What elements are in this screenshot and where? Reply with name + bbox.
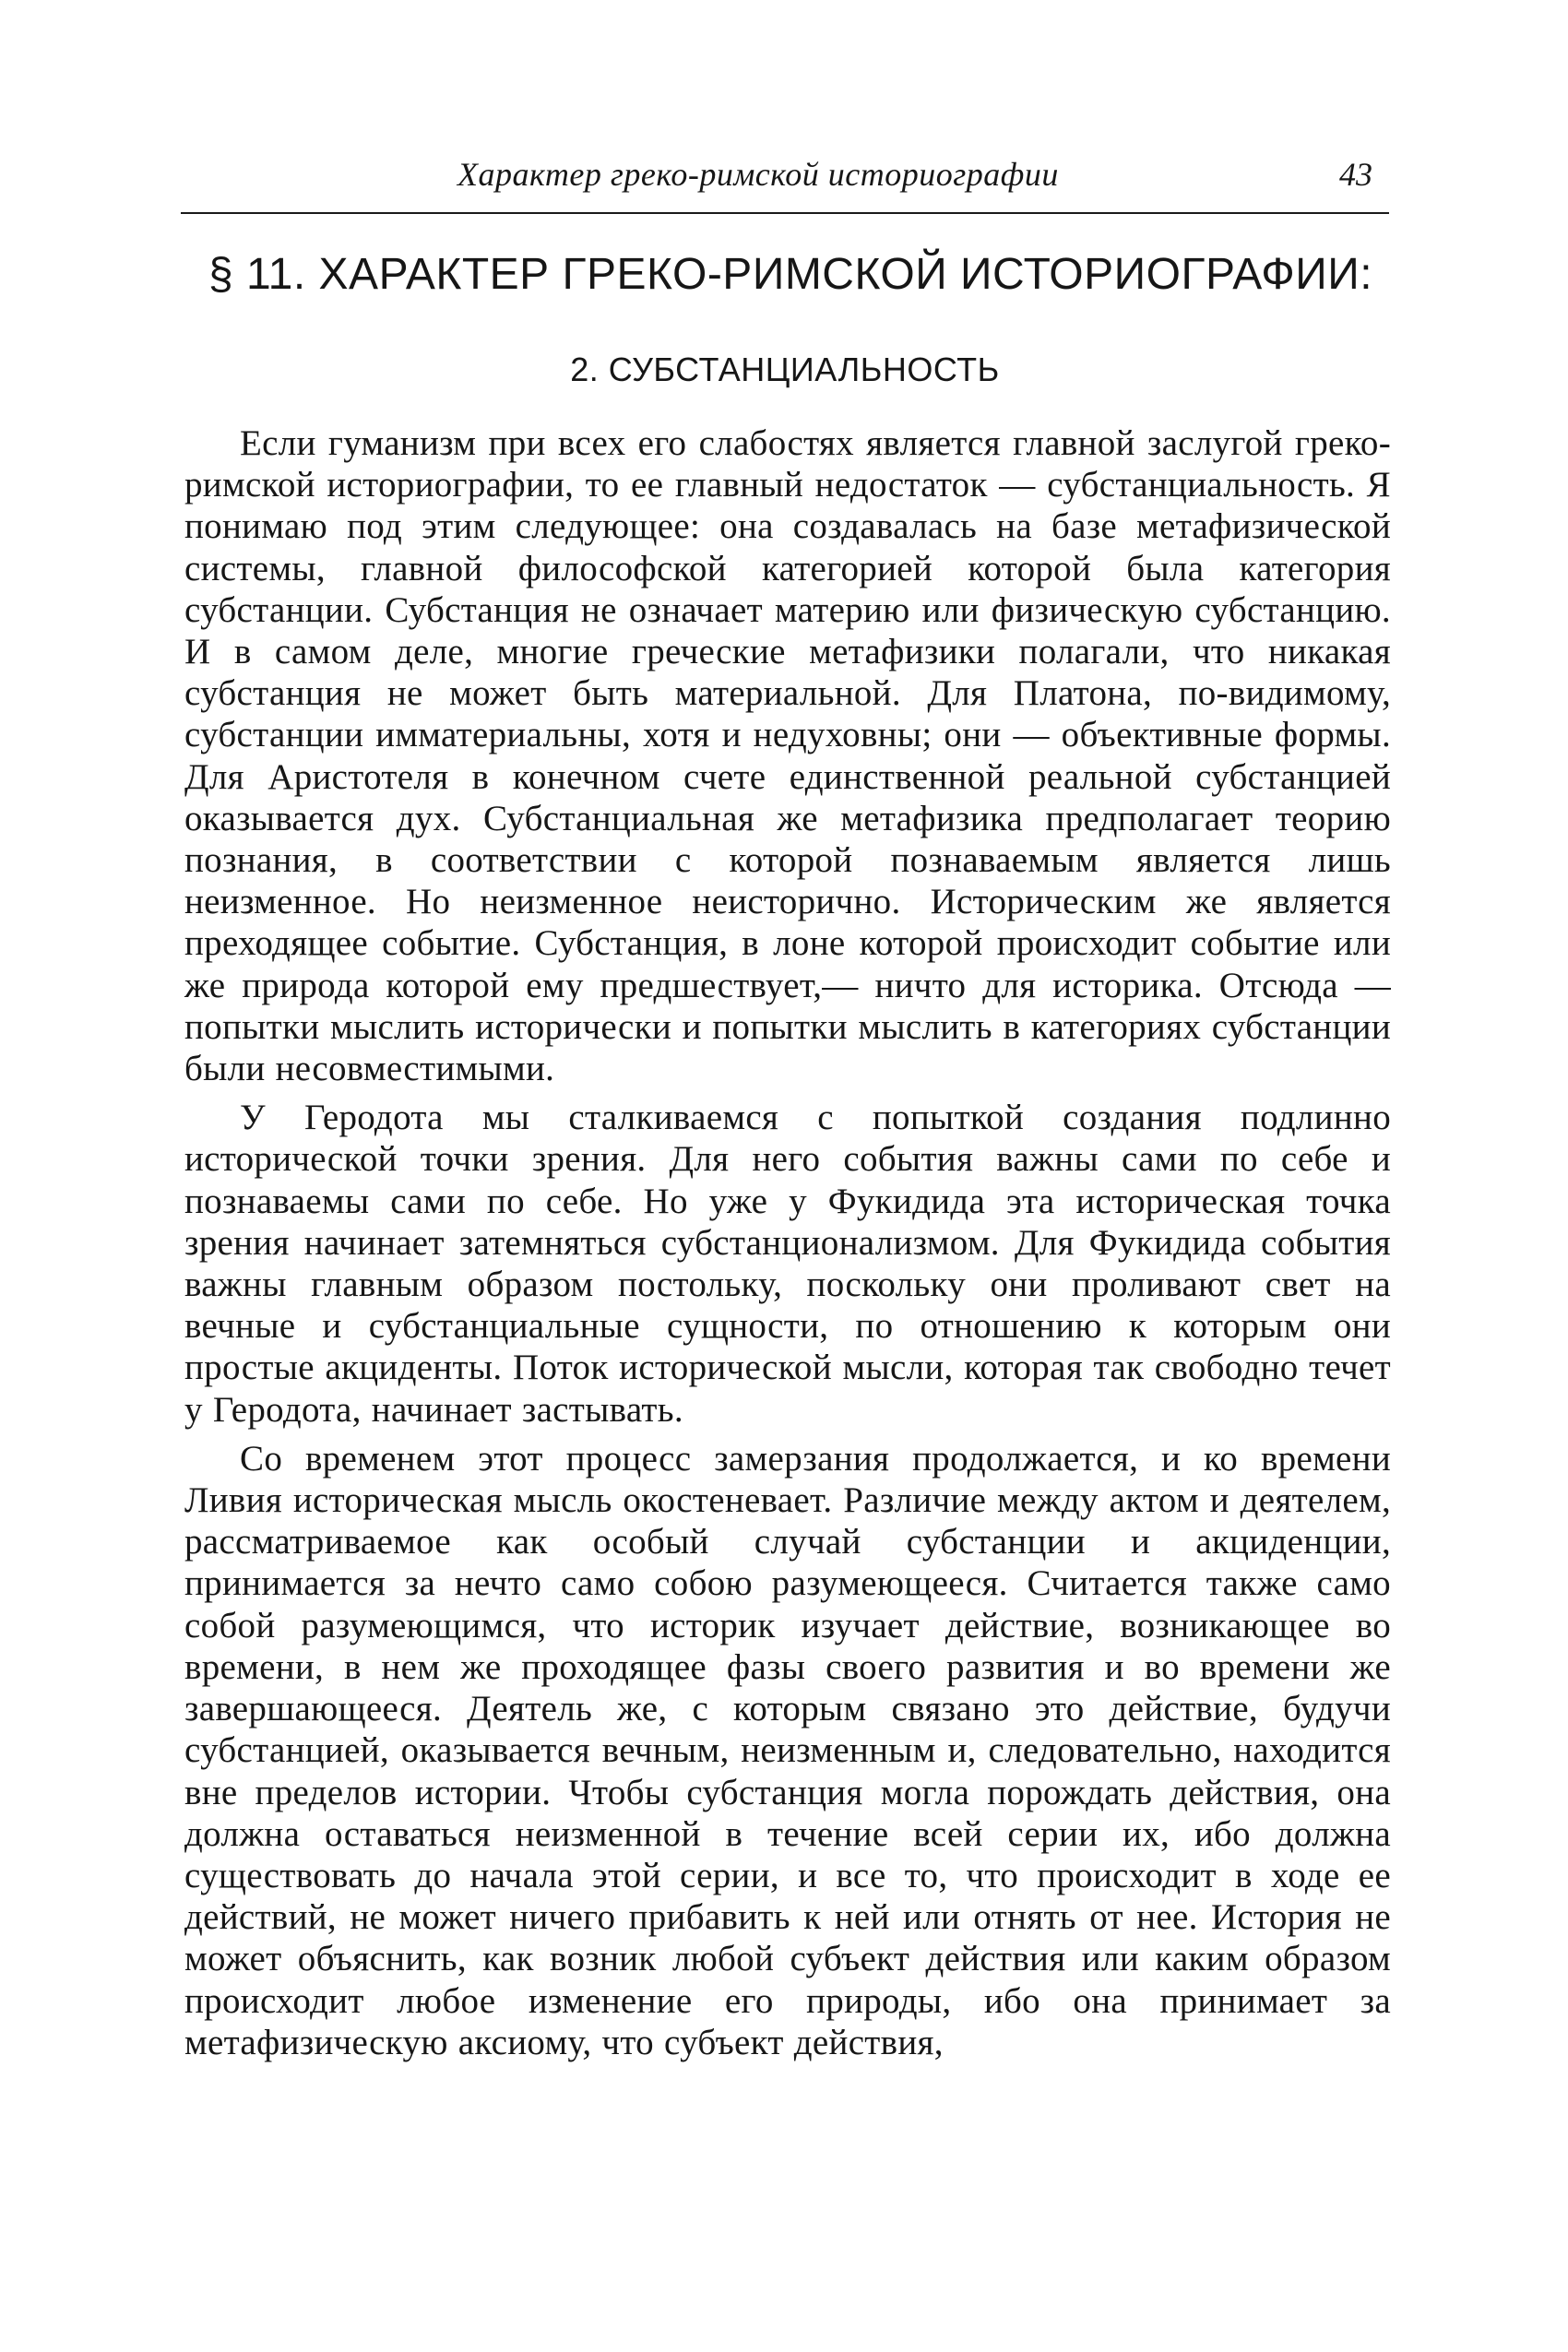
- paragraph: Со временем этот процесс замерзания продолжается, и ко времени Ливия историческая мысль окостеневает. Различие между актом и деятелем, рассматриваемое как особый случай субстанции и акциденции, принимается за нечто само собою разумеющееся. Считается также само собой разумеющимся, что историк изучает действие, возникающее во времени, в нем же проходящее фазы своего развития и во времени же завершающееся. Деятель же, с которым связано это действие, будучи субстанцией, оказывается вечным, неизменным и, следовательно, находится вне пределов истории. Чтобы субстанция могла порождать действия, она должна оставаться неизменной в течение всей серии их, ибо должна существовать до начала этой серии, и все то, что происходит в ходе ее действий, не может ничего прибавить к ней или отнять от нее. История не может объяснить, как возник любой субъект действия или каким образом происходит любое изменение его природы, ибо она принимает за метафизическую аксиому, что субъект действия,: [184, 1438, 1391, 2062]
- body-text: [184, 422, 1391, 2071]
- page-number: 43: [1339, 156, 1372, 193]
- running-title: Характер греко-римской историографии: [457, 156, 1059, 193]
- section-title: § 11. ХАРАКТЕР ГРЕКО-РИМСКОЙ ИСТОРИОГРАФИИ:: [208, 250, 1373, 299]
- running-header: [181, 155, 1389, 214]
- paragraph: У Геродота мы сталкиваемся с попыткой создания подлинно исторической точки зрения. Для него события важны сами по себе и познаваемы сами по себе. Но уже у Фукидида эта историческая точка зрения начинает затемняться субстанционализмом. Для Фукидида события важны главным образом постольку, поскольку они проливают свет на вечные и субстанциальные сущности, по отношению к которым они простые акциденты. Поток исторической мысли, которая так свободно течет у Геродота, начинает застывать.: [184, 1098, 1391, 1430]
- section-subtitle: 2. СУБСТАНЦИАЛЬНОСТЬ: [570, 350, 1000, 388]
- paragraph: Если гуманизм при всех его слабостях является главной заслугой греко-римской историографии, то ее главный недостаток — субстанциальность. Я понимаю под этим следующее: она создавалась на базе метафизической системы, главной философской категорией которой была категория субстанции. Субстанция не означает материю или физическую субстанцию. И в самом деле, многие греческие метафизики полагали, что никакая субстанция не может быть материальной. Для Платона, по-видимому, субстанции имматериальны, хотя и недуховны; они — объективные формы. Для Аристотеля в конечном счете единственной реальной субстанцией оказывается дух. Субстанциальная же метафизика предполагает теорию познания, в соответствии с которой познаваемым является лишь неизменное. Но неизменное неисторично. Историческим же является преходящее событие. Субстанция, в лоне которой происходит событие или же природа которой ему предшествует,— ничто для историка. Отсюда — попытки мыслить исторически и попытки мыслить в категориях субстанции были несовместимыми.: [184, 423, 1391, 1089]
